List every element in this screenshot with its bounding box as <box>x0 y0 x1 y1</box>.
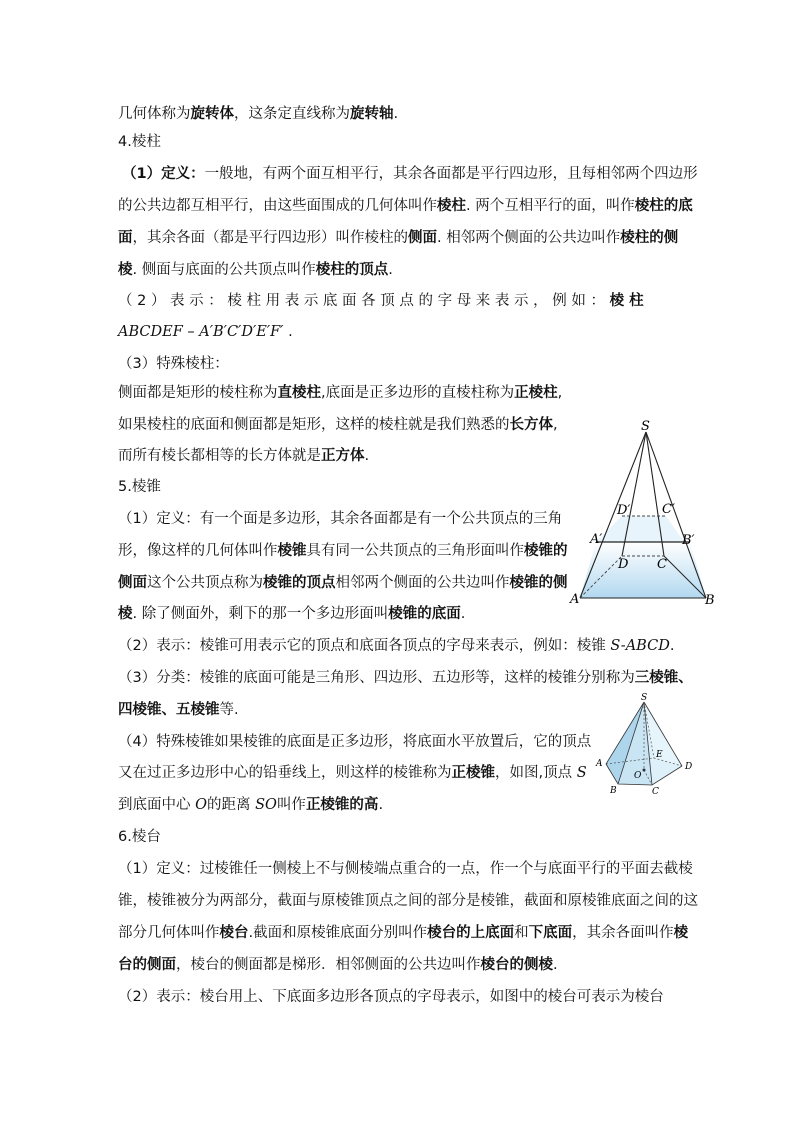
label-B: B <box>705 593 715 608</box>
text-line <box>118 260 393 280</box>
bold-term: 棱台的侧棱 <box>480 957 553 973</box>
text-span: . 两个互相平行的面，叫作 <box>466 198 635 214</box>
text-span: ,底面是正多边形的直棱柱称为 <box>321 385 515 401</box>
text-line <box>118 354 229 374</box>
text-span: 等. <box>219 702 239 718</box>
text-span: （2）表示：棱台用上、下底面多边形各顶点的字母表示，如图中的棱台可表示为棱台 <box>118 989 664 1005</box>
bold-term: 正棱锥 <box>451 765 495 781</box>
text-span: . <box>378 797 384 813</box>
bold-term: 长方体 <box>509 417 553 433</box>
label-C2: C <box>652 787 659 796</box>
bold-term: 旋转体 <box>190 106 234 122</box>
bold-term: 棱锥的底面 <box>388 606 461 622</box>
bold-term: 棱台的上底面 <box>427 925 515 941</box>
text-line <box>118 322 293 342</box>
text-span: . <box>388 262 393 278</box>
bold-term: 棱柱的底 <box>634 198 693 214</box>
text-span: 而所有棱长都相等的长方体就是 <box>118 448 321 464</box>
text-line <box>118 732 591 752</box>
frustum-upper-face <box>596 516 684 542</box>
label-D: D <box>618 557 629 572</box>
bold-term: 棱 柱 <box>609 293 644 309</box>
text-span: 6.棱台 <box>118 829 161 845</box>
math-notation: SO <box>255 797 277 813</box>
bold-term: 棱 <box>118 606 133 622</box>
text-span: . <box>393 106 399 122</box>
text-span: （ 2 ） 表 示 ： 棱 柱 用 表 示 底 面 各 顶 点 的 字 母 来 表 示 ， 例 如 ： <box>118 293 610 309</box>
text-span: 4.棱柱 <box>118 134 161 150</box>
text-line <box>118 923 688 943</box>
bold-term: 正棱锥的高 <box>305 797 379 813</box>
text-line <box>118 383 562 403</box>
text-span: 5.棱锥 <box>118 479 161 495</box>
math-notation: ABCDEF – A′B′C′D′E′F′ <box>118 324 284 340</box>
text-span: . 侧面与底面的公共顶点叫作 <box>132 262 316 278</box>
text-line <box>118 509 562 529</box>
text-line <box>118 668 693 688</box>
label-E2: E <box>656 750 663 760</box>
label-B2: B <box>610 786 617 796</box>
text-span: 叫作 <box>276 797 306 813</box>
text-line <box>118 891 698 911</box>
text-span: （1）定义：过棱锥任一侧棱上不与侧棱端点重合的一点，作一个与底面平行的平面去截棱 <box>118 861 693 877</box>
label-B1: B′ <box>682 533 695 548</box>
bold-term: 棱 <box>673 925 689 941</box>
bold-term: 直棱柱 <box>277 385 321 401</box>
text-line <box>118 955 558 975</box>
bold-term: 棱锥 <box>277 543 307 559</box>
bold-term: 棱台 <box>219 925 249 941</box>
bold-term: 台的侧面 <box>118 957 176 973</box>
text-span: （2）表示：棱锥可用表示它的顶点和底面各顶点的字母来表示，例如：棱锥 <box>118 638 611 654</box>
pyramid-frustum-figure <box>560 418 730 610</box>
bold-term: 下底面 <box>528 925 573 941</box>
text-span: 形，像这样的几何体叫作 <box>118 543 278 559</box>
text-line <box>118 827 161 847</box>
text-span: 几何体称为 <box>118 106 191 122</box>
label-A1: A′ <box>590 532 603 547</box>
text-line <box>118 700 239 720</box>
text-span: 的公共边都互相平行，由这些面围成的几何体叫作 <box>118 198 437 214</box>
text-line <box>118 859 693 879</box>
text-span: ，其余各面叫作 <box>572 925 674 941</box>
text-line <box>118 477 161 497</box>
text-line <box>118 573 568 593</box>
text-span: 锥，棱锥被分为两部分，截面与原棱锥顶点之间的部分是棱锥，截面和原棱锥底面之间的这 <box>118 893 698 909</box>
bold-term: 面 <box>118 230 133 246</box>
text-span: , <box>553 417 558 433</box>
label-C1: C′ <box>662 502 675 517</box>
label-D1: D′ <box>617 503 631 518</box>
bold-term: 棱锥的侧 <box>509 575 568 591</box>
bold-term: 棱锥的 <box>524 543 568 559</box>
text-span: （3）特殊棱柱： <box>118 356 229 372</box>
text-span: 一般地，有两个面互相平行，其余各面都是平行四边形，且每相邻两个四边形 <box>204 166 698 182</box>
text-span: . 除了侧面外，剩下的那一个多边形面叫 <box>132 606 389 622</box>
text-span: 部分几何体叫作 <box>118 925 220 941</box>
text-span: ，其余各面（都是平行四边形）叫作棱柱的 <box>132 230 408 246</box>
text-line <box>118 604 465 624</box>
bold-term: 四棱锥、五棱锥 <box>118 702 220 718</box>
bold-term: 正方体 <box>321 448 365 464</box>
label-C: C <box>657 557 667 572</box>
bold-term: 棱 <box>118 262 133 278</box>
text-line <box>118 541 568 561</box>
math-notation: S-ABCD <box>610 638 670 654</box>
text-span: ，棱台的侧面都是梯形．相邻侧面的公共边叫作 <box>176 957 481 973</box>
text-span: 相邻两个侧面的公共边叫作 <box>335 575 510 591</box>
text-line <box>118 636 674 656</box>
text-span: ，如图,顶点 <box>495 765 577 781</box>
bold-term: 棱柱的侧 <box>620 230 679 246</box>
bold-term: （1）定义： <box>122 166 205 182</box>
text-span: 到底面中心 <box>118 797 196 813</box>
text-span: . 相邻两个侧面的公共边叫作 <box>437 230 621 246</box>
text-span: （1）定义：有一个面是多边形，其余各面都是有一个公共顶点的三角 <box>118 511 563 527</box>
text-span: , <box>557 385 563 401</box>
regular-pyramid-figure <box>592 692 724 796</box>
text-span: 侧面都是矩形的棱柱称为 <box>118 385 278 401</box>
text-span: 和 <box>514 925 529 941</box>
text-span: . <box>669 638 675 654</box>
label-S: S <box>641 419 650 434</box>
text-line <box>118 415 558 435</box>
text-span: 这个公共顶点称为 <box>147 575 263 591</box>
text-line <box>122 164 698 184</box>
text-span: . <box>460 606 466 622</box>
text-line <box>118 228 678 248</box>
bold-term: 正棱柱 <box>514 385 558 401</box>
bold-term: 棱柱的顶点 <box>315 262 389 278</box>
text-span: 如果棱柱的底面和侧面都是矩形，这样的棱柱就是我们熟悉的 <box>118 417 510 433</box>
bold-term: 侧面 <box>118 575 147 591</box>
text-span: . <box>283 324 293 340</box>
text-span: 具有同一公共顶点的三角形面叫作 <box>306 543 524 559</box>
text-span: （3）分类：棱锥的底面可能是三角形、四边形、五边形等，这样的棱锥分别称为 <box>118 670 635 686</box>
text-line <box>118 291 644 311</box>
text-span: 又在过正多边形中心的铅垂线上，则这样的棱锥称为 <box>118 765 452 781</box>
label-A: A <box>570 592 580 607</box>
text-line <box>118 132 161 152</box>
text-span: ，这条定直线称为 <box>234 106 350 122</box>
bold-term: 棱锥的顶点 <box>263 575 336 591</box>
text-line <box>118 196 693 216</box>
text-line <box>118 795 383 815</box>
label-D2: D <box>685 762 693 772</box>
text-line <box>118 987 664 1007</box>
text-line <box>118 446 369 466</box>
text-span: . <box>553 957 558 973</box>
math-notation: S <box>576 765 587 781</box>
text-span: 的距离 <box>207 797 256 813</box>
math-notation: O <box>195 797 207 813</box>
bold-term: 棱柱 <box>437 198 466 214</box>
text-span: （4）特殊棱锥如果棱锥的底面是正多边形，将底面水平放置后，它的顶点 <box>118 734 592 750</box>
text-span: . <box>364 448 370 464</box>
text-line <box>118 763 587 783</box>
bold-term: 旋转轴 <box>350 106 394 122</box>
text-span: .截面和原棱锥底面分别叫作 <box>248 925 428 941</box>
bold-term: 侧面 <box>408 230 437 246</box>
label-S2: S <box>641 693 648 703</box>
bold-term: 三棱锥、 <box>634 670 693 686</box>
label-O2: O <box>634 771 642 781</box>
label-A2: A <box>596 759 603 769</box>
text-line <box>118 104 398 124</box>
